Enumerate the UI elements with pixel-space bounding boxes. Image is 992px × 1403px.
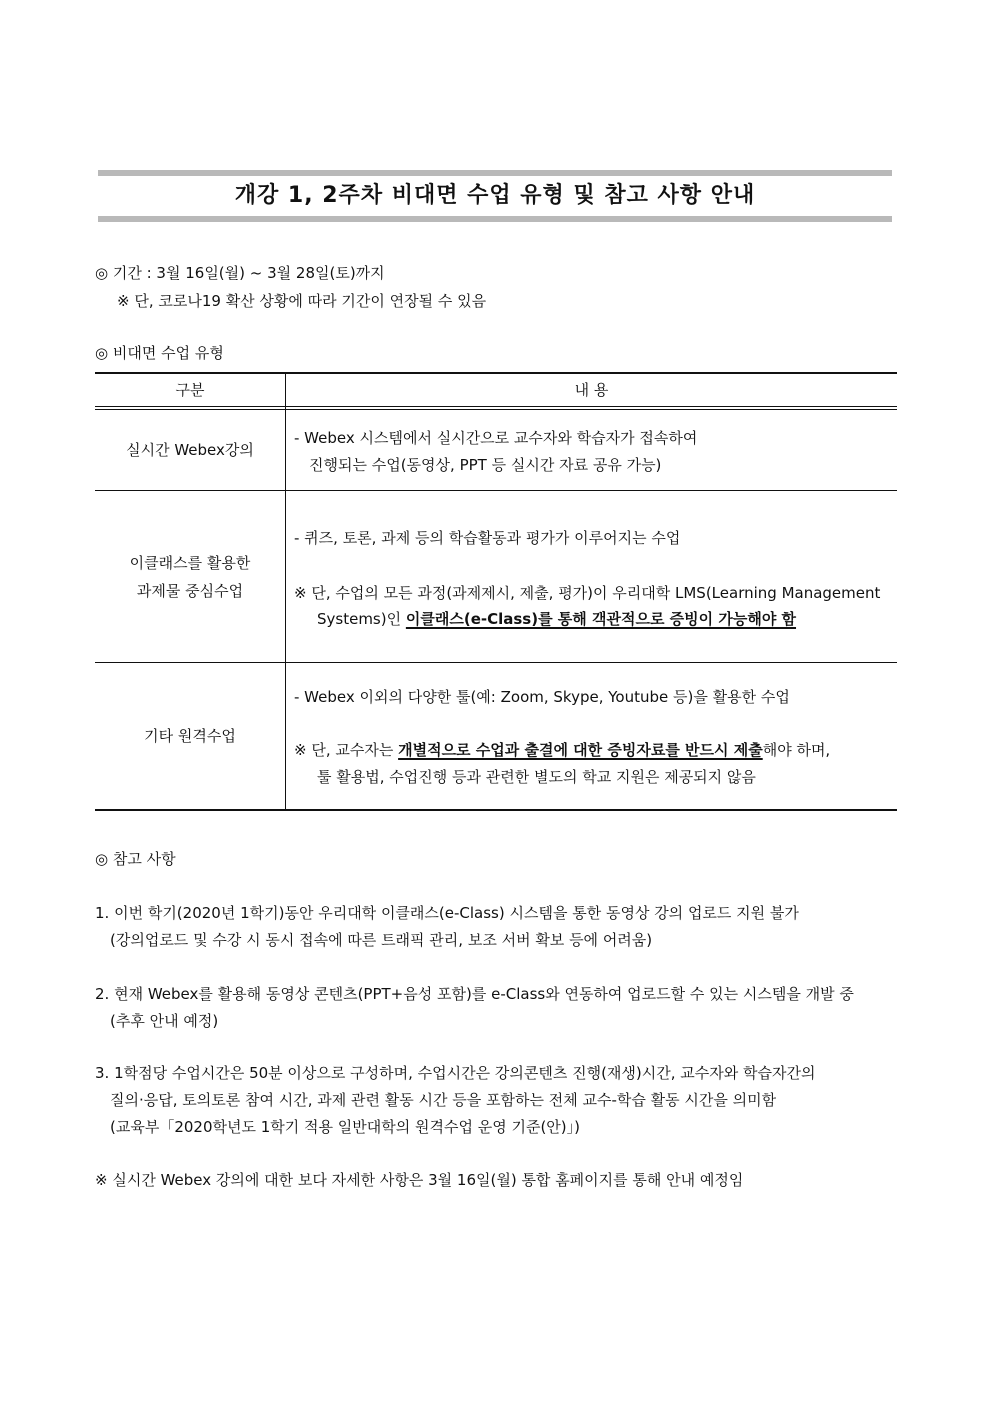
row-content-line: - Webex 이외의 다양한 툴(예: Zoom, Skype, Youtube 등)을 활용한 수업 [294,688,790,706]
row-note-line [294,739,830,760]
category-label: 기타 원격수업 [144,727,236,745]
note-item-line: 2. 현재 Webex를 활용해 동영상 콘텐츠(PPT+음성 포함)를 e-Class와 연동하여 업로드할 수 있는 시스템을 개발 중 [95,985,854,1003]
category-label: 과제물 중심수업 [136,581,244,600]
note-item-line: 1. 이번 학기(2020년 1학기)동안 우리대학 이클래스(e-Class) 시스템을 통한 동영상 강의 업로드 지원 불가 [95,904,799,922]
note-item-line: (교육부「2020학년도 1학기 적용 일반대학의 원격수업 운영 기준(안)」) [110,1118,580,1136]
row-note-line: ※ 단, 수업의 모든 과정(과제제시, 제출, 평가)이 우리대학 LMS(Learning Management [294,584,881,602]
header-content: 내 용 [574,381,609,399]
table-row-category [95,663,285,809]
header-category: 구분 [175,381,205,399]
note-text: 해야 하며, [762,741,831,759]
table-row-category [95,491,285,662]
note-item-line: (강의업로드 및 수강 시 동시 접속에 따른 트래픽 관리, 보조 서버 확보 등에 어려움) [110,931,653,949]
category-label: 이클래스를 활용한 [129,553,251,572]
row-content-line: - 퀴즈, 토론, 과제 등의 학습활동과 평가가 이루어지는 수업 [294,529,681,547]
table-bottom-border [95,809,897,811]
title-bottom-bar [98,216,892,222]
note-text: Systems)인 [317,610,406,628]
row-note-line [317,608,796,629]
column-divider [285,372,286,811]
footer-note: ※ 실시간 Webex 강의에 대한 보다 자세한 사항은 3월 16일(월) 통합 홈페이지를 통해 안내 예정임 [95,1171,744,1189]
row-content-line: - Webex 시스템에서 실시간으로 교수자와 학습자가 접속하여 [294,429,698,447]
category-label: 실시간 Webex강의 [126,441,254,459]
period-note: ※ 단, 코로나19 확산 상황에 따라 기간이 연장될 수 있음 [117,292,487,310]
document-title: 개강 1, 2주차 비대면 수업 유형 및 참고 사항 안내 [234,183,756,208]
reference-heading: ◎ 참고 사항 [95,850,176,868]
row-content-line: 진행되는 수업(동영상, PPT 등 실시간 자료 공유 가능) [309,456,662,474]
table-row-category [95,410,285,490]
class-types-table [95,372,897,811]
period-line: ◎ 기간 : 3월 16일(월) ~ 3월 28일(토)까지 [95,264,385,282]
note-item-line: 3. 1학점당 수업시간은 50분 이상으로 구성하며, 수업시간은 강의콘텐츠 진행(재생)시간, 교수자와 학습자간의 [95,1064,816,1082]
header-separator-1 [95,406,897,407]
row-note-line: 툴 활용법, 수업진행 등과 관련한 별도의 학교 지원은 제공되지 않음 [317,768,756,786]
types-heading: ◎ 비대면 수업 유형 [95,344,224,362]
note-item-line: 질의·응답, 토의토론 참여 시간, 과제 관련 활동 시간 등을 포함하는 전체 교수-학습 활동 시간을 의미함 [110,1091,777,1109]
note-text: ※ 단, 교수자는 [294,741,399,759]
note-item-line: (추후 안내 예정) [110,1012,219,1030]
emphasized-note: 개별적으로 수업과 출결에 대한 증빙자료를 반드시 제출 [398,741,763,759]
emphasized-note: 이클래스(e-Class)를 통해 객관적으로 증빙이 가능해야 함 [405,610,797,628]
